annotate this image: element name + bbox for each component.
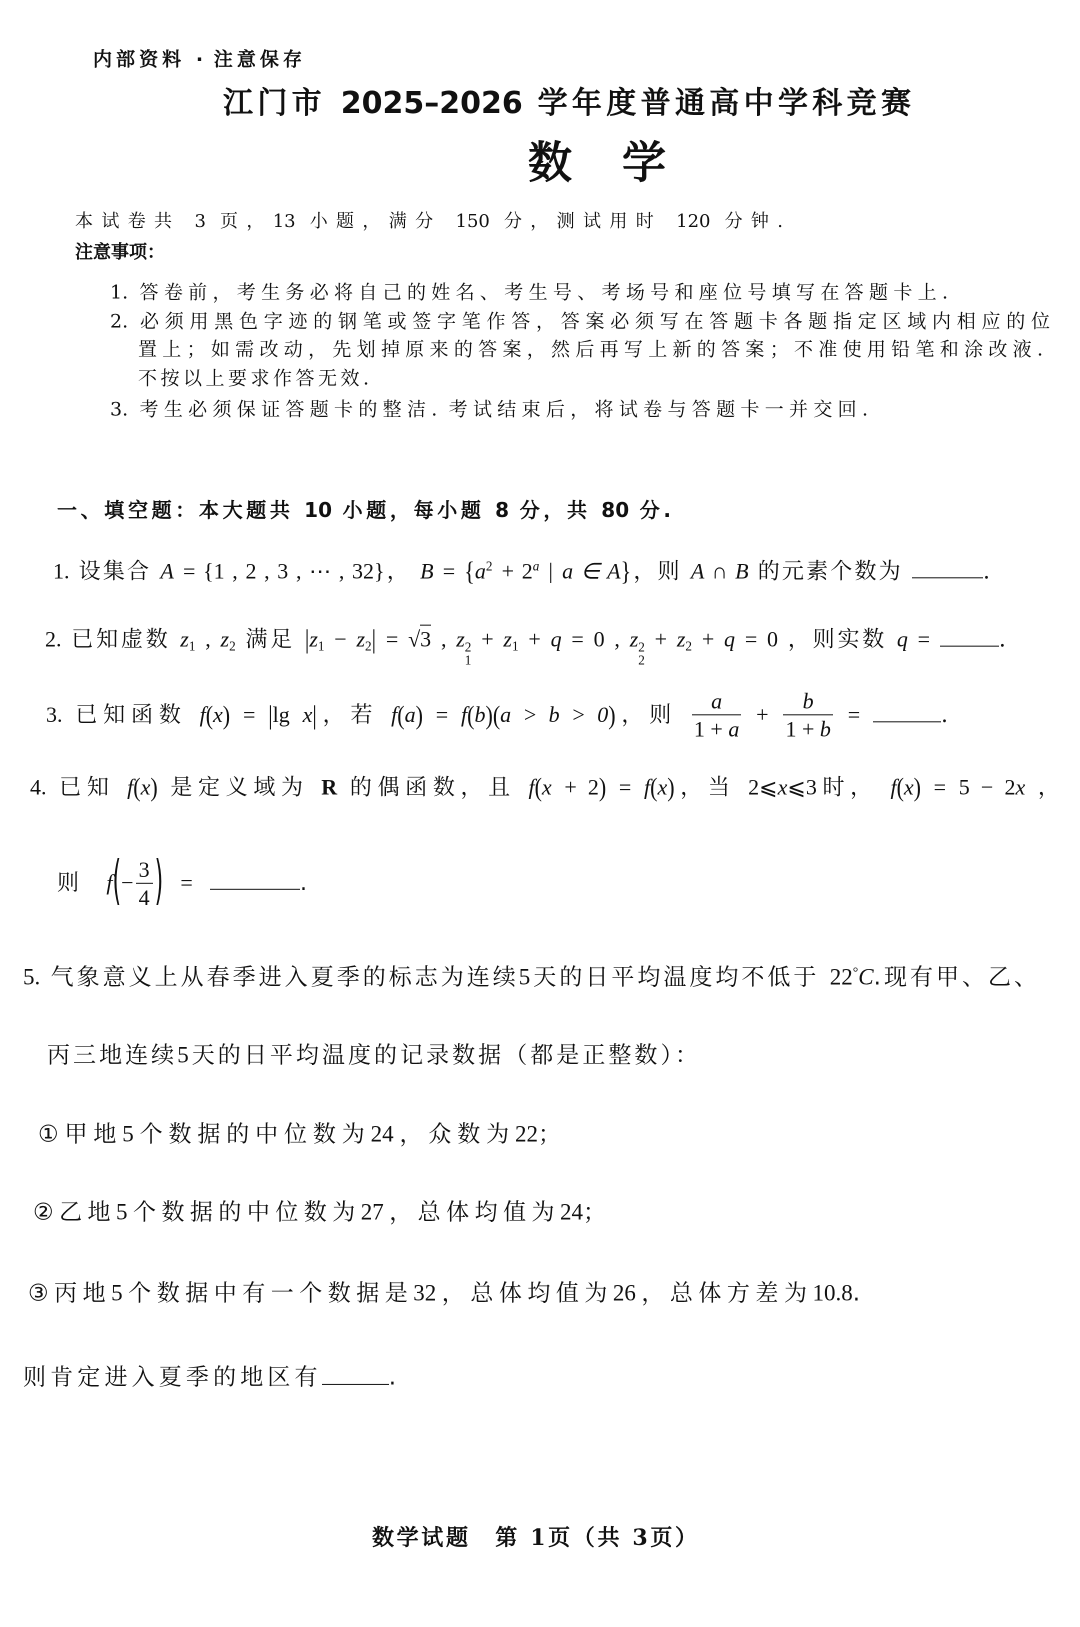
question-text: 的元素个数为 xyxy=(757,559,903,585)
question-4 xyxy=(30,771,1060,802)
period: . xyxy=(998,627,1006,653)
period: . xyxy=(940,703,948,728)
note-text: 必须用黑色字迹的钢笔或签字笔作答，答案必须写在答题卡各题指定区域内相应的位 xyxy=(139,310,1050,333)
fraction-denominator: 4 xyxy=(138,885,150,910)
math-var-x: x xyxy=(213,702,223,727)
place-name: 甲地 xyxy=(64,1121,123,1148)
question-text: 则 xyxy=(57,871,90,896)
subject-title: 数学 xyxy=(528,137,716,189)
math-var-f: f xyxy=(643,774,651,800)
answer-blank xyxy=(940,627,999,647)
note-number: 2. xyxy=(110,310,129,333)
median-value: 27 xyxy=(360,1199,384,1225)
condition-text: 个数据的中位数为 xyxy=(133,1121,371,1148)
math-var-f: f xyxy=(528,774,535,800)
math-var-z: z xyxy=(456,626,465,652)
semicolon: ； xyxy=(538,1121,561,1148)
math-var-x: x xyxy=(903,774,914,800)
fraction xyxy=(136,858,153,910)
note-text: 答卷前，考生务必将自己的姓名、考生号、考场号和座位号填写在答题卡上. xyxy=(139,281,948,304)
equals-sign: = xyxy=(571,626,584,652)
note-item-2-continued: 置上；如需改动，先划掉原来的答案，然后再写上新的答案；不准使用铅笔和涂改液. xyxy=(138,338,1043,361)
left-paren: ( xyxy=(467,699,475,730)
equals-sign: = xyxy=(180,870,193,895)
condition-text: ，总体均值为 xyxy=(436,1280,613,1307)
comma: , xyxy=(440,626,447,652)
right-paren: ) xyxy=(150,771,158,802)
equals-sign: = xyxy=(242,702,256,727)
set-a-definition: = {1 , 2 , 3 , ⋯ , 32} xyxy=(182,558,385,584)
question-2 xyxy=(45,623,1006,669)
subscript: 1 xyxy=(188,638,196,654)
math-var-z: z xyxy=(503,626,512,652)
leq-sign: ⩽ xyxy=(759,775,778,801)
math-var-f: f xyxy=(199,702,206,727)
condition-text: ，众数为 xyxy=(393,1121,515,1148)
subscript: 2 xyxy=(365,638,372,654)
notes-heading: 注意事项： xyxy=(75,242,165,264)
left-brace: { xyxy=(464,555,475,586)
semicolon: ； xyxy=(583,1199,607,1226)
math-var-q: q xyxy=(724,626,736,652)
fraction-numerator: 3 xyxy=(136,858,153,884)
question-text: 的偶函数，且 xyxy=(349,775,516,801)
question-number: 1. xyxy=(53,558,70,584)
right-paren: ) xyxy=(913,771,921,802)
equals-sign: = xyxy=(933,774,947,800)
question-text: ，则 xyxy=(615,703,678,728)
circled-number: ① xyxy=(38,1121,65,1148)
plus-sign: + xyxy=(701,626,715,652)
left-paren: ( xyxy=(492,699,501,730)
exam-info: 本试卷共 3 页，13 小题，满分 150 分，测试用时 120 分钟. xyxy=(75,211,783,233)
page-footer: 数学试题 第 1页（共 3页） xyxy=(372,1524,697,1551)
equals-sign: = xyxy=(618,774,632,800)
mean-value: 26 xyxy=(612,1280,636,1306)
answer-blank xyxy=(322,1364,389,1385)
subscript: 1 xyxy=(464,653,472,669)
comma: ， xyxy=(384,559,411,585)
zero: 0 xyxy=(767,626,779,652)
note-item-3 xyxy=(110,399,868,422)
section-heading: 一、填空题：本大题共 10 小题，每小题 8 分，共 80 分. xyxy=(57,498,671,522)
abs-bar: | xyxy=(304,623,310,655)
question-text: 已知虚数 xyxy=(71,627,171,653)
abs-bar: | xyxy=(312,699,317,730)
math-var-f: f xyxy=(127,774,134,800)
log-function: lg xyxy=(272,702,290,727)
superscript: a xyxy=(532,558,540,574)
abs-bar: | xyxy=(371,623,377,655)
left-paren: ( xyxy=(534,771,542,802)
math-var-x: x xyxy=(1015,774,1026,800)
sqrt-argument: 3 xyxy=(420,626,432,652)
left-paren: ( xyxy=(205,699,214,730)
left-paren: ( xyxy=(397,699,405,730)
question-text: 时， xyxy=(816,775,878,801)
plus-sign: + xyxy=(528,626,541,652)
question-5-ask xyxy=(23,1364,396,1392)
degree-sign: ° xyxy=(852,964,859,980)
confidential-label: 内部资料 · 注意保存 xyxy=(93,48,302,71)
superscript: 2 xyxy=(638,639,645,655)
note-item-1 xyxy=(110,282,948,305)
place-name: 乙地 xyxy=(59,1199,117,1226)
exam-title: 江门市 2025–2026 学年度普通高中学科竞赛 xyxy=(223,86,911,121)
question-text: ，则实数 xyxy=(787,627,888,653)
mean-value: 24 xyxy=(560,1199,584,1225)
note-number: 3. xyxy=(110,398,129,421)
equals-sign: = xyxy=(744,626,758,652)
question-text: 已知函数 xyxy=(75,703,187,728)
right-paren: ) xyxy=(598,771,607,802)
abs-bar: | xyxy=(268,699,273,730)
denominator-constant: 1 + xyxy=(693,716,729,742)
real-numbers-symbol: R xyxy=(321,774,338,800)
circled-number: ③ xyxy=(28,1280,55,1307)
data-count: 5 xyxy=(111,1280,123,1306)
math-var-z: z xyxy=(220,626,230,652)
equals-sign: = xyxy=(442,558,456,584)
math-var-z: z xyxy=(356,626,366,652)
question-number: 3. xyxy=(46,702,63,727)
fraction-denominator xyxy=(783,716,832,743)
note-text: 考生必须保证答题卡的整洁. 考试结束后，将试卷与答题卡一并交回. xyxy=(139,398,868,421)
equals-sign: = xyxy=(385,626,399,652)
subscript: 1 xyxy=(317,638,325,654)
question-text: 天的日平均温度的记录数据（都是正整数）： xyxy=(188,1042,699,1069)
note-item-2 xyxy=(110,311,1050,334)
math-var-x: x xyxy=(541,774,552,800)
equals-sign: = xyxy=(847,702,861,727)
math-var-q: q xyxy=(896,626,908,652)
right-paren: ) xyxy=(667,771,675,802)
data-count: 5 xyxy=(122,1121,134,1147)
condition-text: 个数据中有一个数据是 xyxy=(122,1280,414,1307)
math-var-x: x xyxy=(302,702,313,727)
question-text: ，当 xyxy=(674,775,736,801)
math-var-x: x xyxy=(657,774,668,800)
median-value: 24 xyxy=(370,1121,394,1147)
place-name: 丙地 xyxy=(54,1280,112,1307)
range-upper: 3 xyxy=(805,774,817,800)
math-term: + 2 xyxy=(564,774,599,800)
right-paren: ) xyxy=(485,699,493,730)
data-count: 5 xyxy=(116,1199,128,1225)
sub-superscript xyxy=(465,641,472,667)
question-text: 丙三地连续 xyxy=(47,1042,178,1069)
question-text: 则肯定进入夏季的地区有 xyxy=(23,1364,322,1391)
question-text: 气象意义上从春季进入夏季的标志为连续 xyxy=(50,964,519,991)
minus-sign: − xyxy=(334,626,347,652)
membership-condition: a ∈ A xyxy=(562,558,621,584)
comma: ， xyxy=(1037,775,1060,801)
math-term: + 2 xyxy=(501,558,533,584)
question-text: ，则 xyxy=(631,559,682,585)
plus-sign: + xyxy=(756,702,769,727)
superscript: 2 xyxy=(485,558,493,574)
left-big-paren: ( xyxy=(112,852,122,913)
subscript: 2 xyxy=(685,638,693,654)
math-var-b: b xyxy=(474,702,486,727)
note-item-2-continued: 不按以上要求作答无效. xyxy=(138,367,373,390)
math-var-z: z xyxy=(629,626,639,652)
question-3 xyxy=(46,689,948,742)
question-text: 设集合 xyxy=(78,559,152,585)
math-var-x: x xyxy=(140,774,151,800)
math-var-z: z xyxy=(180,626,189,652)
equals-sign: = xyxy=(917,626,931,652)
sub-superscript xyxy=(638,641,645,667)
question-5-continued xyxy=(47,1042,698,1071)
condition-text: ，总体方差为 xyxy=(635,1280,813,1307)
zero: 0 xyxy=(593,626,605,652)
math-term: 5 − 2 xyxy=(958,774,1016,800)
period: . xyxy=(982,559,990,585)
range-lower: 2 xyxy=(748,774,760,800)
inequality-condition: a > b > 0 xyxy=(500,702,609,727)
period: . xyxy=(388,1364,396,1391)
note-number: 1. xyxy=(110,281,129,304)
variance-value: 10.8 xyxy=(812,1280,853,1306)
denominator-var: a xyxy=(728,716,740,742)
period: . xyxy=(852,1280,861,1307)
period: . xyxy=(299,871,307,896)
set-builder-bar: | xyxy=(548,558,553,584)
right-paren: ) xyxy=(222,699,231,730)
question-text: 已知 xyxy=(59,775,115,801)
superscript: 2 xyxy=(464,639,472,655)
question-number: 2. xyxy=(45,626,62,652)
question-number: 4. xyxy=(30,774,47,800)
question-text: 天的日平均温度均不低于 xyxy=(530,964,820,991)
math-var-z: z xyxy=(309,626,318,652)
intersection-expression: A ∩ B xyxy=(690,558,749,584)
fraction-denominator xyxy=(692,716,741,743)
math-var-a: a xyxy=(404,702,416,727)
condition-1 xyxy=(38,1121,561,1150)
sqrt-sign: √ xyxy=(408,626,421,652)
math-var-f: f xyxy=(461,702,468,727)
subscript: 2 xyxy=(229,638,236,654)
condition-3 xyxy=(28,1280,860,1309)
subscript: 1 xyxy=(511,638,519,654)
question-text: ，若 xyxy=(316,703,379,728)
math-var-z: z xyxy=(676,626,686,652)
question-1 xyxy=(53,555,990,586)
data-value: 32 xyxy=(413,1280,437,1306)
left-paren: ( xyxy=(133,771,141,802)
right-big-paren: ) xyxy=(154,852,164,913)
question-number: 5. xyxy=(23,964,41,990)
math-var-x: x xyxy=(777,774,788,800)
celsius-unit: C xyxy=(858,964,874,990)
math-var-f: f xyxy=(890,774,897,800)
equals-sign: = xyxy=(435,702,449,727)
fraction xyxy=(692,689,741,742)
fraction-numerator: a xyxy=(692,689,741,715)
math-var-a: a xyxy=(474,558,486,584)
condition-2 xyxy=(33,1199,606,1228)
minus-sign: − xyxy=(121,870,134,895)
left-paren: ( xyxy=(650,771,658,802)
denominator-constant: 1 + xyxy=(785,716,820,742)
mode-value: 22 xyxy=(515,1121,538,1147)
fraction xyxy=(783,689,832,742)
right-paren: ) xyxy=(608,699,616,730)
answer-blank xyxy=(912,559,983,579)
math-var-q: q xyxy=(550,626,562,652)
plus-sign: + xyxy=(481,626,494,652)
right-paren: ) xyxy=(415,699,423,730)
left-paren: ( xyxy=(896,771,904,802)
math-var-f: f xyxy=(391,702,398,727)
days-count: 5 xyxy=(177,1042,189,1068)
math-var-A: A xyxy=(160,558,174,584)
plus-sign: + xyxy=(654,626,668,652)
question-5 xyxy=(23,964,1037,993)
condition-text: ，总体均值为 xyxy=(383,1199,561,1226)
question-text: 是定义域为 xyxy=(170,775,309,801)
subscript: 2 xyxy=(638,653,645,669)
question-text: .现有甲、乙、 xyxy=(873,964,1038,991)
comma: , xyxy=(614,626,620,652)
comma: , xyxy=(205,626,211,652)
temperature-value: 22 xyxy=(829,964,853,990)
answer-blank xyxy=(873,702,941,722)
math-var-B: B xyxy=(420,558,434,584)
condition-text: 个数据的中位数为 xyxy=(127,1199,361,1226)
right-brace: } xyxy=(620,555,632,586)
leq-sign: ⩽ xyxy=(787,775,806,801)
fraction-numerator: b xyxy=(783,689,832,715)
math-var-f: f xyxy=(106,870,113,895)
answer-blank xyxy=(210,870,300,890)
days-count: 5 xyxy=(518,964,531,990)
question-4-continued xyxy=(57,852,307,913)
question-text: 满足 xyxy=(245,627,296,653)
circled-number: ② xyxy=(33,1199,60,1226)
denominator-var: b xyxy=(819,716,831,742)
